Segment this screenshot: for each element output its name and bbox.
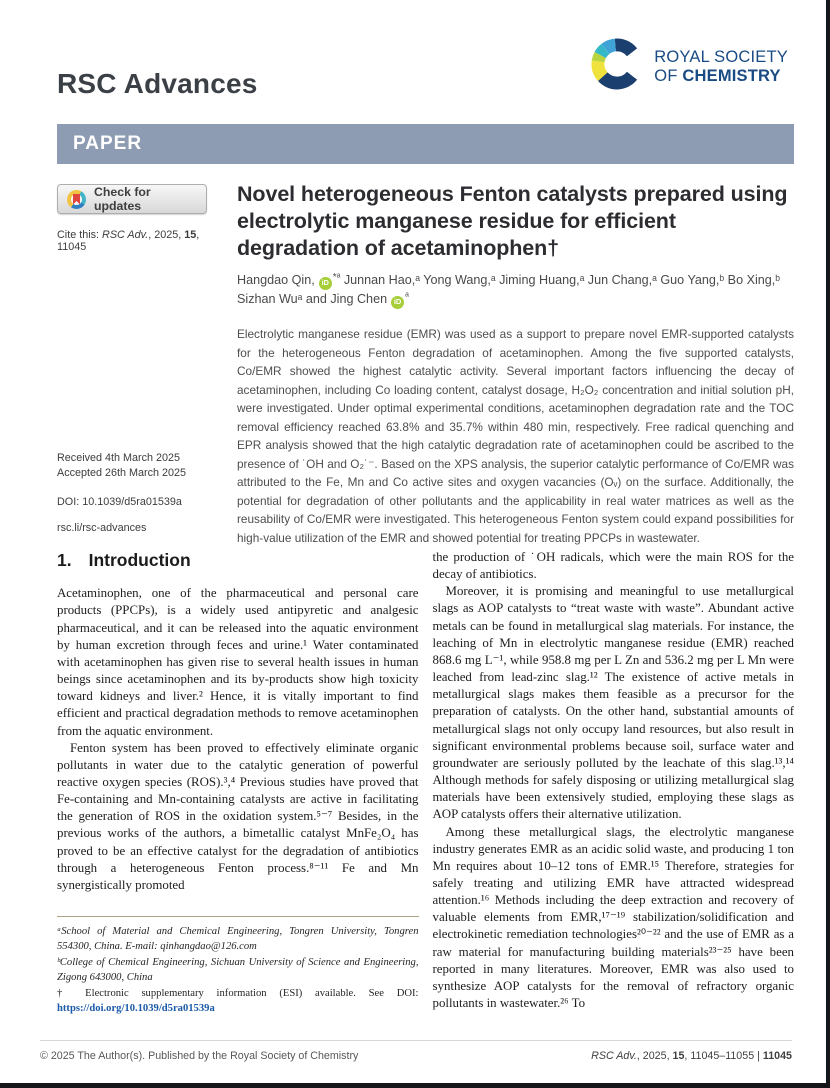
rsc-logo [589,36,788,97]
scan-edge-right [826,0,830,1088]
rsc-logo-icon [589,36,645,97]
journal-title: RSC Advances [57,68,258,99]
crossmark-icon [67,190,86,209]
footnotes-block [57,916,419,1016]
meta-column [57,184,229,534]
author-affiliation-sup: ᵃ [405,291,409,303]
authors-line [237,271,794,309]
article-header [237,181,794,547]
body-left-column [57,549,419,1016]
accepted-date: Accepted 26th March 2025 [57,467,187,480]
paragraph: Among these metallurgical slags, the electrolytic manganese industry generates EMR as an acidic solid waste, and producing 1 ton Mn requires about 10–12 tons of EMR.¹⁵ Therefore, strategies for safely treating and utilizing EMR have attracted widespread attention.¹⁶ Methods including the deep extraction and recovery of valuable elements from EMR,¹⁷⁻¹⁹ stabilization/solidification and electrokinetic remediation technologies²⁰⁻²² and the use of EMR as a raw material for manufacturing building materials²³⁻²⁵ have been reported in many literatures. Moreover, EMR was also used to synthesize AOP catalysts for the removal of refractory organic pollutants in wastewater.²⁶ To [432,824,794,1011]
abstract-text: Electrolytic manganese residue (EMR) was used as a support to prepare novel EMR-supported catalysts for the heterogeneous Fenton degradation of acetaminophen. Among the five supported catalysts, Co/EMR showed the highest catalytic activity. Several important factors influencing the decay of acetaminophen, including Co loading content, catalyst dosage, H₂O₂ concentration and initial solution pH, were investigated. Under optimal experimental conditions, acetaminophen degradation rate and the TOC removal efficiency reached 63.8% and 35.7% within 480 min, respectively. Free radical quenching and EPR analysis showed that the high catalytic degradation rate of acetaminophen could be ascribed to the presence of ˙OH and O₂˙⁻. Based on the XPS analysis, the superior catalytic performance of Co/EMR was attributed to the Fe, Mn and Co active sites and oxygen vacancies (Oᵥ) on the surface. Additionally, the potential for degradation of other pollutants and the applicability in real water matrices as well as the reusability of Co/EMR were investigated. This heterogeneous Fenton system could expand possibilities for high-value utilization of the EMR and showed potential for treating PPCPs in wastewater. [237,326,794,545]
author-names: Junnan Hao,ᵃ Yong Wang,ᵃ Jiming Huang,ᵃ Jun Chang,ᵃ Guo Yang,ᵇ Bo Xing,ᵇ Sizhan Wuᵃ and Jing Chen [237,273,781,307]
check-for-updates-label: Check for updates [94,185,151,213]
author-name: Hangdao Qin, [237,273,315,288]
paragraph: Acetaminophen, one of the pharmaceutical and personal care products (PPCPs), is a widely used antipyretic and analgesic pharmaceutical, and it can be released into the aquatic environment by human excretion through feces and urine.¹ Water contaminated with acetaminophen has given rise to several health issues in human beings since acetaminophen and its by-products show high toxicity toward kidneys and liver.² Hence, it is vitally important to find efficient and practical degradation methods to remove acetaminophen from the aquatic environment. [57,586,419,738]
esi-note: † Electronic supplementary information (ESI) available. See DOI: https://doi.org/10.1039/d5ra01539a [57,987,419,1014]
paragraph: Moreover, it is promising and meaningful to use metallurgical slags as AOP catalysts to “treat waste with waste”. Abundant active metals can be found in metallurgical slag materials. For instance, the leaching of Mn in electrolytic manganese residue (EMR) reached 868.6 mg L⁻¹, while 958.8 mg per L Zn and 536.2 mg per L Mn were leached from lead-zinc slag.¹² The existence of active metals in metallurgical slags makes them feasible as a precursor for the preparation of catalysts. On the other hand, substantial amounts of metallurgical slags not only occupy land resources, but also result in significant environmental problems because soil, surface water and groundwater are seriously polluted by the leachate of this slag.¹³,¹⁴ Although methods for safely disposing or utilizing metallurgical slag materials have been extensively studied, employing these slags as AOP catalysts offers their alternative utilization. [432,584,794,822]
section-heading-introduction: 1. Introduction [57,550,191,570]
cite-this-line: Cite this: RSC Adv., 2025, 15, 11045 [57,229,200,253]
orcid-icon[interactable]: iD [391,296,404,309]
paragraph: the production of ˙OH radicals, which were the main ROS for the decay of antibiotics. [432,550,794,582]
body-right-column [433,549,795,1016]
scan-edge-bottom [0,1083,830,1088]
author-affiliation-sup: *ᵃ [332,272,341,284]
rsc-logo-line2-bold: CHEMISTRY [682,66,781,85]
received-date: Received 4th March 2025 [57,452,181,464]
affiliation-a: ᵃSchool of Material and Chemical Engineering, Tongren University, Tongren 554300, China. E-mail: qinhangdao@126.com [57,926,419,953]
orcid-icon[interactable]: iD [319,277,332,290]
page-footer [40,1040,792,1062]
copyright-line: © 2025 The Author(s). Published by the Royal Society of Chemistry [40,1050,359,1062]
rsc-logo-line2-prefix: OF [654,66,683,85]
esi-doi-link[interactable]: https://doi.org/10.1039/d5ra01539a [57,1002,215,1014]
affiliation-b: ᵇCollege of Chemical Engineering, Sichuan University of Science and Engineering, Zigong 643000, China [57,956,419,984]
journal-website-link[interactable]: rsc.li/rsc-advances [57,522,147,535]
paper-title: Novel heterogeneous Fenton catalysts prepared using electrolytic manganese residue for efficient degradation of acetaminophen† [237,182,788,261]
check-for-updates-button[interactable] [57,184,207,214]
received-accepted-dates [57,451,229,481]
rsc-logo-text [654,48,788,85]
paper-type-banner [57,124,794,164]
doi-line: DOI: 10.1039/d5ra01539a [57,496,182,509]
rsc-logo-line1: ROYAL SOCIETY [654,48,788,67]
paper-type-label: PAPER [73,133,143,154]
footer-citation: RSC Adv., 2025, 15, 11045–11055 | 11045 [591,1050,792,1062]
body-columns [57,549,794,1016]
paragraph: Fenton system has been proved to effectively eliminate organic pollutants in water due to the catalytic generation of powerful reactive oxygen species (ROS).³,⁴ Previous studies have proved that Fe-containing and Mn-containing catalysts are active in facilitating the generation of ROS in the oxidation system.⁵⁻⁷ Besides, in the previous works of the authors, a bimetallic catalyst MnFe₂O₄ has proved to be an effective catalyst for the degradation of antibiotics through a heterogeneous Fenton process.⁸⁻¹¹ Fe and Mn synergistically promoted [57,740,419,892]
